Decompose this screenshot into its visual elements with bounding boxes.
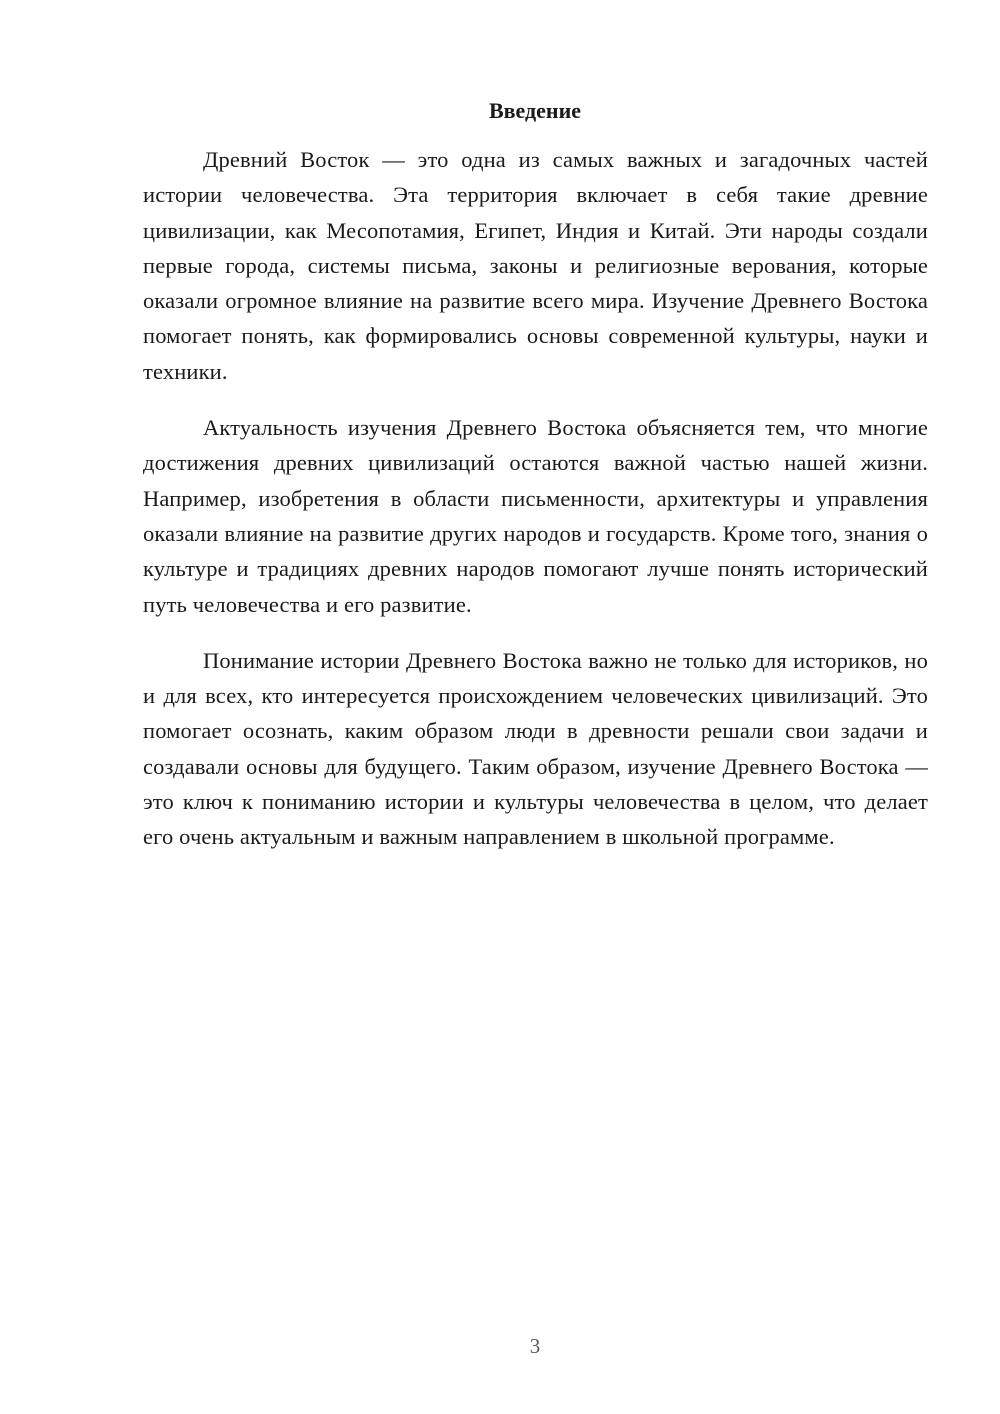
page-number: 3	[529, 1334, 541, 1358]
section-heading: Введение	[488, 98, 582, 123]
paragraph-3: Понимание истории Древнего Востока важно не только для историков, но и для всех, кто интересуется происхождением человеческих цивилизаций. Это помогает осознать, каким образом люди в древности решали свои задачи и создавали основы для будущего. Таким образом, изучение Древнего Востока — это ключ к пониманию истории и культуры человечества в целом, что делает его очень актуальным и важным направлением в школьной программе.	[143, 647, 928, 850]
paragraph-2: Актуальность изучения Древнего Востока объясняется тем, что многие достижения древних цивилизаций остаются важной частью нашей жизни. Например, изобретения в области письменности, архитектуры и управления оказали влияние на развитие других народов и государств. Кроме того, знания о культуре и традициях древних народов помогают лучше понять исторический путь человечества и его развитие.	[143, 415, 928, 617]
paragraph-1: Древний Восток — это одна из самых важных и загадочных частей истории человечества. Эта территория включает в себя такие древние цивилизации, как Месопотамия, Египет, Индия и Китай. Эти народы создали первые города, системы письма, законы и религиозные верования, которые оказали огромное влияние на развитие всего мира. Изучение Древнего Востока помогает понять, как формировались основы современной культуры, науки и техники.	[143, 147, 928, 384]
body-text	[143, 142, 928, 876]
